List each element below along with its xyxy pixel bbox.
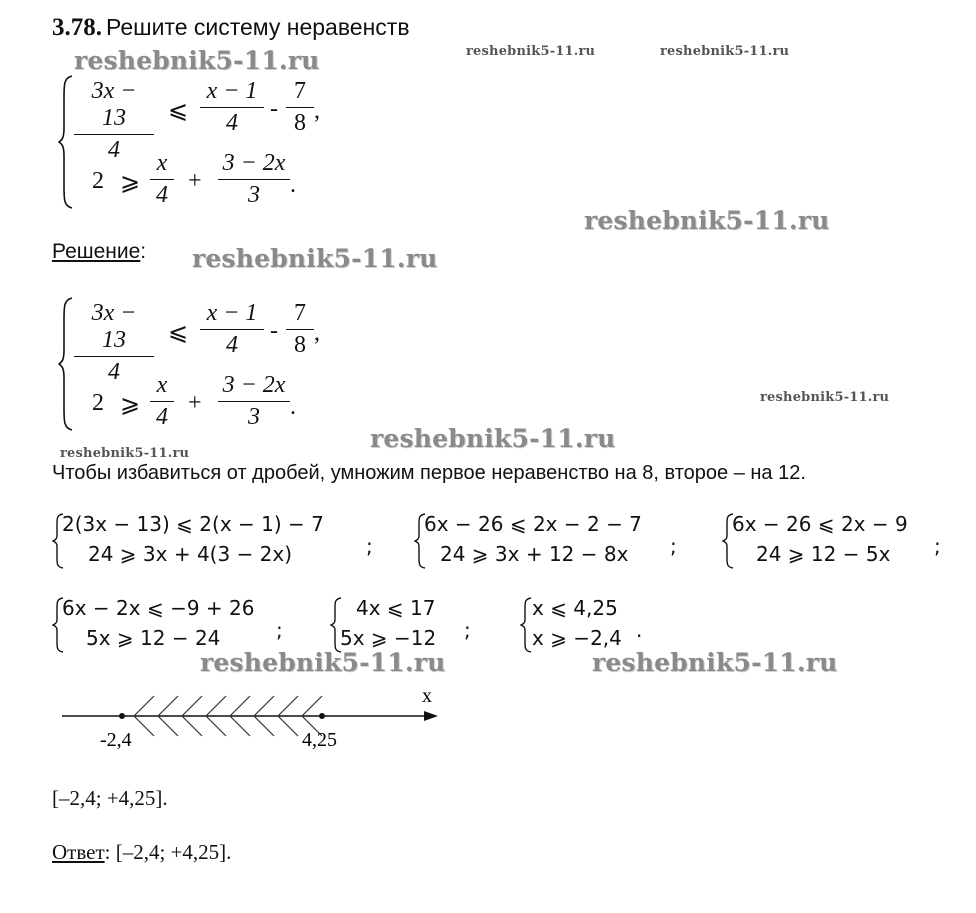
step-line: 5x ⩾ 12 − 24 [86,626,221,650]
denominator: 4 [156,182,168,208]
left-brace-icon [520,596,532,654]
denominator: 8 [294,110,306,136]
fraction-bar [286,107,314,108]
problem-header [52,14,410,42]
problem-statement: Решите систему неравенств [106,14,410,40]
operator: + [188,390,202,416]
denominator: 3 [248,182,260,208]
step-line: 5x ⩾ −12 [340,626,437,650]
numerator: 3 − 2x [222,150,286,176]
fraction-bar [150,401,174,402]
right-endpoint [319,713,325,719]
left-brace-icon [58,74,74,210]
lhs-value: 2 [92,390,104,416]
denominator: 4 [226,332,238,358]
step-line: 24 ⩾ 3x + 4(3 − 2x) [88,542,293,566]
denominator: 4 [226,110,238,136]
fraction [74,300,154,386]
step-line: 24 ⩾ 3x + 12 − 8x [440,542,629,566]
watermark: reshebnik5-11.ru [370,424,616,453]
watermark: reshebnik5-11.ru [200,648,446,677]
watermark: reshebnik5-11.ru [74,46,320,75]
inequality-system-problem [58,74,378,214]
solution-label: Решение: [52,240,147,263]
separator: ; [276,618,283,642]
denominator: 4 [108,137,120,163]
step-line: x ⩾ −2,4 [532,626,622,650]
lhs-value: 2 [92,168,104,194]
step-line: 6x − 26 ⩽ 2x − 2 − 7 [424,512,642,536]
punctuation: , [314,98,320,124]
punctuation: . [290,172,296,198]
fraction [218,150,290,209]
numerator: x − 1 [206,300,258,326]
fraction [218,372,290,431]
denominator: 4 [108,359,120,385]
separator: ; [670,534,677,558]
fraction [286,300,314,359]
fraction-bar [200,107,264,108]
fraction-bar [74,134,154,135]
watermark: reshebnik5-11.ru [466,44,596,59]
punctuation: , [314,320,320,346]
operator: - [270,318,278,344]
numerator: 7 [294,300,306,326]
relation-sign: ⩾ [120,392,141,418]
left-endpoint [119,713,125,719]
fraction-bar [218,401,290,402]
answer-value: : [–2,4; +4,25]. [104,840,232,864]
numerator: x [156,150,168,176]
separator: ; [934,534,941,558]
numerator: x [156,372,168,398]
relation-sign: ⩽ [168,320,189,346]
step-line: 6x − 2x ⩽ −9 + 26 [62,596,255,620]
step-line: 6x − 26 ⩽ 2x − 9 [732,512,908,536]
step-line: 24 ⩾ 12 − 5x [756,542,891,566]
inequality-system-solution [58,296,378,436]
numerator: 3x − 13 [91,78,137,131]
answer-label: Ответ [52,840,105,864]
separator: . [636,618,643,642]
step-line: 4x ⩽ 17 [356,596,436,620]
number-line [52,680,452,760]
watermark: reshebnik5-11.ru [760,390,890,405]
fraction-bar [286,329,314,330]
numerator: 7 [294,78,306,104]
fraction [286,78,314,137]
separator: ; [366,534,373,558]
operator: + [188,168,202,194]
denominator: 8 [294,332,306,358]
fraction-bar [218,179,290,180]
interval-result: [–2,4; +4,25]. [52,786,168,810]
denominator: 3 [248,404,260,430]
fraction-bar [150,179,174,180]
denominator: 4 [156,404,168,430]
separator: ; [464,618,471,642]
explanation-text: Чтобы избавиться от дробей, умножим первое неравенство на 8, второе – на 12. [52,462,806,484]
numerator: x − 1 [206,78,258,104]
fraction [150,372,174,431]
fraction-bar [200,329,264,330]
relation-sign: ⩽ [168,98,189,124]
axis-label: x [422,685,432,707]
watermark: reshebnik5-11.ru [584,206,830,235]
fraction-bar [74,356,154,357]
step-line: 2(3x − 13) ⩽ 2(x − 1) − 7 [62,512,324,536]
watermark: reshebnik5-11.ru [592,648,838,677]
fraction [150,150,174,209]
numerator: 3 − 2x [222,372,286,398]
answer [52,840,231,865]
watermark: reshebnik5-11.ru [660,44,790,59]
watermark: reshebnik5-11.ru [60,446,190,461]
relation-sign: ⩾ [120,170,141,196]
right-point-label: 4,25 [302,729,337,751]
problem-number: 3.78. [52,14,102,41]
punctuation: . [290,394,296,420]
watermark: reshebnik5-11.ru [192,244,438,273]
step-line: x ⩽ 4,25 [532,596,618,620]
axis-arrow-icon [424,711,438,721]
fraction [200,78,264,137]
left-point-label: -2,4 [100,729,132,751]
operator: - [270,96,278,122]
fraction [74,78,154,164]
fraction [200,300,264,359]
left-brace-icon [58,296,74,432]
numerator: 3x − 13 [91,300,137,353]
